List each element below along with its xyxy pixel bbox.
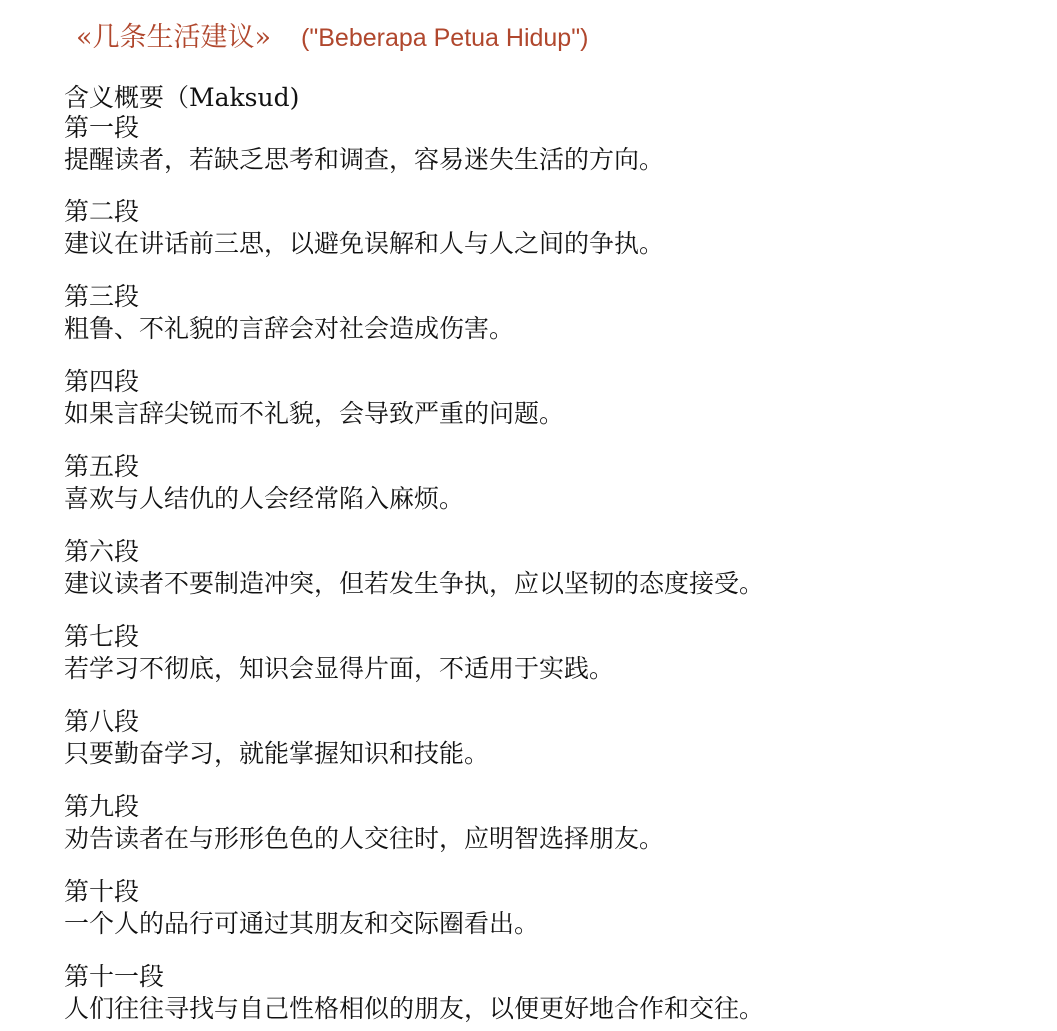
section-label: 第七段 (64, 622, 140, 651)
section-text: 粗鲁、不礼貌的言辞会对社会造成伤害。 (64, 314, 515, 343)
section-text: 劝告读者在与形形色色的人交往时，应明智选择朋友。 (64, 824, 665, 853)
section-10 (64, 876, 1044, 940)
section-4 (64, 366, 1044, 430)
section-text: 只要勤奋学习，就能掌握知识和技能。 (64, 739, 490, 768)
section-label: 第四段 (64, 367, 140, 396)
section-label: 第三段 (64, 282, 140, 311)
section-text: 若学习不彻底，知识会显得片面，不适用于实践。 (64, 654, 615, 683)
section-3 (64, 281, 1044, 345)
section-label: 第十段 (64, 877, 140, 906)
section-2 (64, 196, 1044, 260)
section-label: 第五段 (64, 452, 140, 481)
section-label: 第二段 (64, 197, 140, 226)
section-label: 第九段 (64, 792, 140, 821)
section-label: 第十一段 (64, 962, 165, 991)
section-5 (64, 451, 1044, 515)
section-text: 提醒读者，若缺乏思考和调查，容易迷失生活的方向。 (64, 145, 665, 174)
section-8 (64, 706, 1044, 770)
section-text: 如果言辞尖锐而不礼貌，会导致严重的问题。 (64, 399, 565, 428)
section-7 (64, 621, 1044, 685)
title-malay: ("Beberapa Petua Hidup") (301, 24, 589, 52)
section-text: 人们往往寻找与自己性格相似的朋友，以便更好地合作和交往。 (64, 994, 765, 1023)
section-text: 喜欢与人结仇的人会经常陷入麻烦。 (64, 484, 465, 513)
section-11 (64, 961, 1044, 1025)
section-6 (64, 536, 1044, 600)
section-text: 一个人的品行可通过其朋友和交际圈看出。 (64, 909, 540, 938)
section-text: 建议在讲话前三思，以避免误解和人与人之间的争执。 (64, 229, 665, 258)
document-title (76, 18, 588, 58)
section-text: 建议读者不要制造冲突，但若发生争执，应以坚韧的态度接受。 (64, 569, 765, 598)
title-chinese: «几条生活建议» (76, 22, 272, 53)
section-1 (64, 112, 1044, 176)
section-9 (64, 791, 1044, 855)
section-label: 第六段 (64, 537, 140, 566)
section-label: 第八段 (64, 707, 140, 736)
section-label: 第一段 (64, 113, 140, 142)
summary-heading: 含义概要（Maksud) (64, 83, 300, 112)
